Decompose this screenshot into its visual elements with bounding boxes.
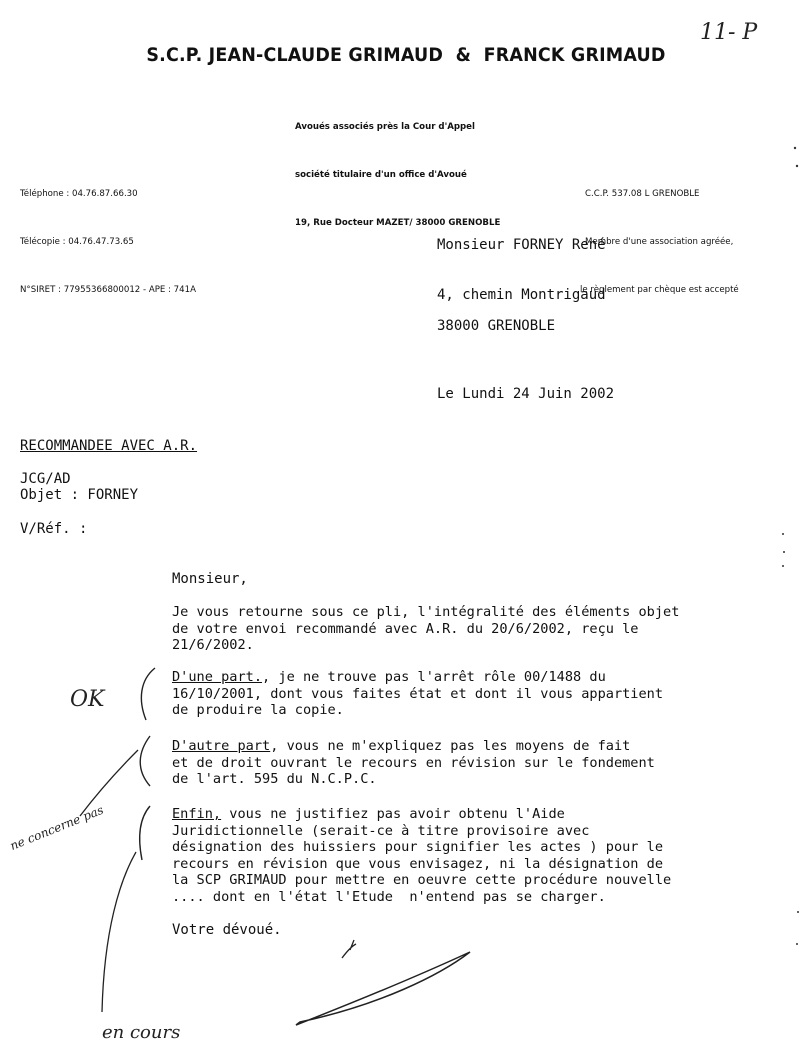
letter-object: Objet : FORNEY bbox=[20, 487, 139, 503]
paragraph-2-lead: D'une part. bbox=[172, 669, 263, 685]
association-line: Membre d'une association agréée, bbox=[585, 237, 734, 247]
recipient-city: 38000 GRENOBLE bbox=[437, 318, 556, 334]
ccp-line: C.C.P. 537.08 L GRENOBLE bbox=[585, 189, 700, 199]
fax-line: Télécopie : 04.76.47.73.65 bbox=[20, 237, 134, 247]
your-reference: V/Réf. : bbox=[20, 521, 88, 537]
bracket-paragraph-2 bbox=[141, 668, 155, 720]
annotation-side-note: ne concerne pas bbox=[8, 802, 106, 853]
paragraph-3-text: , vous ne m'expliquez pas les moyens de fait et de droit ouvrant le recours en révision sur le fondement de l'art. 595 du N.C.P.C. bbox=[172, 738, 655, 788]
bracket-paragraph-3 bbox=[140, 736, 150, 786]
paragraph-4-text: vous ne justifiez pas avoir obtenu l'Aide Juridictionnelle (serait-ce à titre provisoire avec désignation des huissiers pour signifier les actes ) pour le recours en révision que vous envisagez, ni la désignation de la SCP GRIMAUD pour mettre en oeuvre cette procédure nouvelle .... dont en l'état l'Etude n'entend pas se charger. bbox=[172, 806, 672, 905]
scan-speck bbox=[782, 565, 784, 567]
annotation-bottom-note: en cours bbox=[102, 1022, 181, 1043]
leader-line-upper bbox=[80, 750, 138, 816]
reference-initials: JCG/AD bbox=[20, 471, 71, 487]
paragraph-4-lead: Enfin, bbox=[172, 806, 222, 822]
subtitle-line-1: Avoués associés près la Cour d'Appel bbox=[295, 122, 475, 132]
scan-speck bbox=[794, 147, 796, 149]
bracket-paragraph-4 bbox=[140, 806, 150, 860]
scan-speck bbox=[783, 551, 785, 553]
scan-speck bbox=[797, 911, 799, 913]
salutation: Monsieur, bbox=[172, 571, 248, 587]
letter-date: Le Lundi 24 Juin 2002 bbox=[437, 386, 615, 402]
recipient-name: Monsieur FORNEY René bbox=[437, 237, 606, 253]
closing: Votre dévoué. bbox=[172, 922, 282, 938]
subtitle-line-3: 19, Rue Docteur MAZET/ 38000 GRENOBLE bbox=[295, 218, 501, 228]
paragraph-1: Je vous retourne sous ce pli, l'intégralité des éléments objet de votre envoi recommandé avec A.R. du 20/6/2002, reçu le 21/6/2002. bbox=[172, 604, 680, 654]
firm-title: S.C.P. JEAN-CLAUDE GRIMAUD & FRANCK GRIMAUD bbox=[146, 44, 666, 66]
recipient-street: 4, chemin Montrigaud bbox=[437, 287, 606, 303]
paragraph-2-text: , je ne trouve pas l'arrêt rôle 00/1488 du 16/10/2001, dont vous faites état et dont il vous appartient de produire la copie. bbox=[172, 669, 664, 719]
scan-speck bbox=[796, 165, 798, 167]
subtitle-line-2: société titulaire d'un office d'Avoué bbox=[295, 170, 467, 180]
annotation-ok: OK bbox=[70, 687, 105, 712]
siret-line: N°SIRET : 77955366800012 - APE : 741A bbox=[20, 285, 196, 295]
cheque-line: le règlement par chèque est accepté bbox=[580, 285, 739, 295]
signature bbox=[296, 952, 470, 1025]
leader-line-lower bbox=[102, 852, 136, 1012]
signature-mark bbox=[342, 940, 356, 958]
phone-line: Téléphone : 04.76.87.66.30 bbox=[20, 189, 138, 199]
delivery-mode: RECOMMANDEE AVEC A.R. bbox=[20, 438, 198, 454]
handwritten-reference: 11- P bbox=[700, 20, 758, 45]
scan-speck bbox=[796, 943, 798, 945]
scan-speck bbox=[782, 533, 784, 535]
paragraph-3-lead: D'autre part bbox=[172, 738, 271, 754]
